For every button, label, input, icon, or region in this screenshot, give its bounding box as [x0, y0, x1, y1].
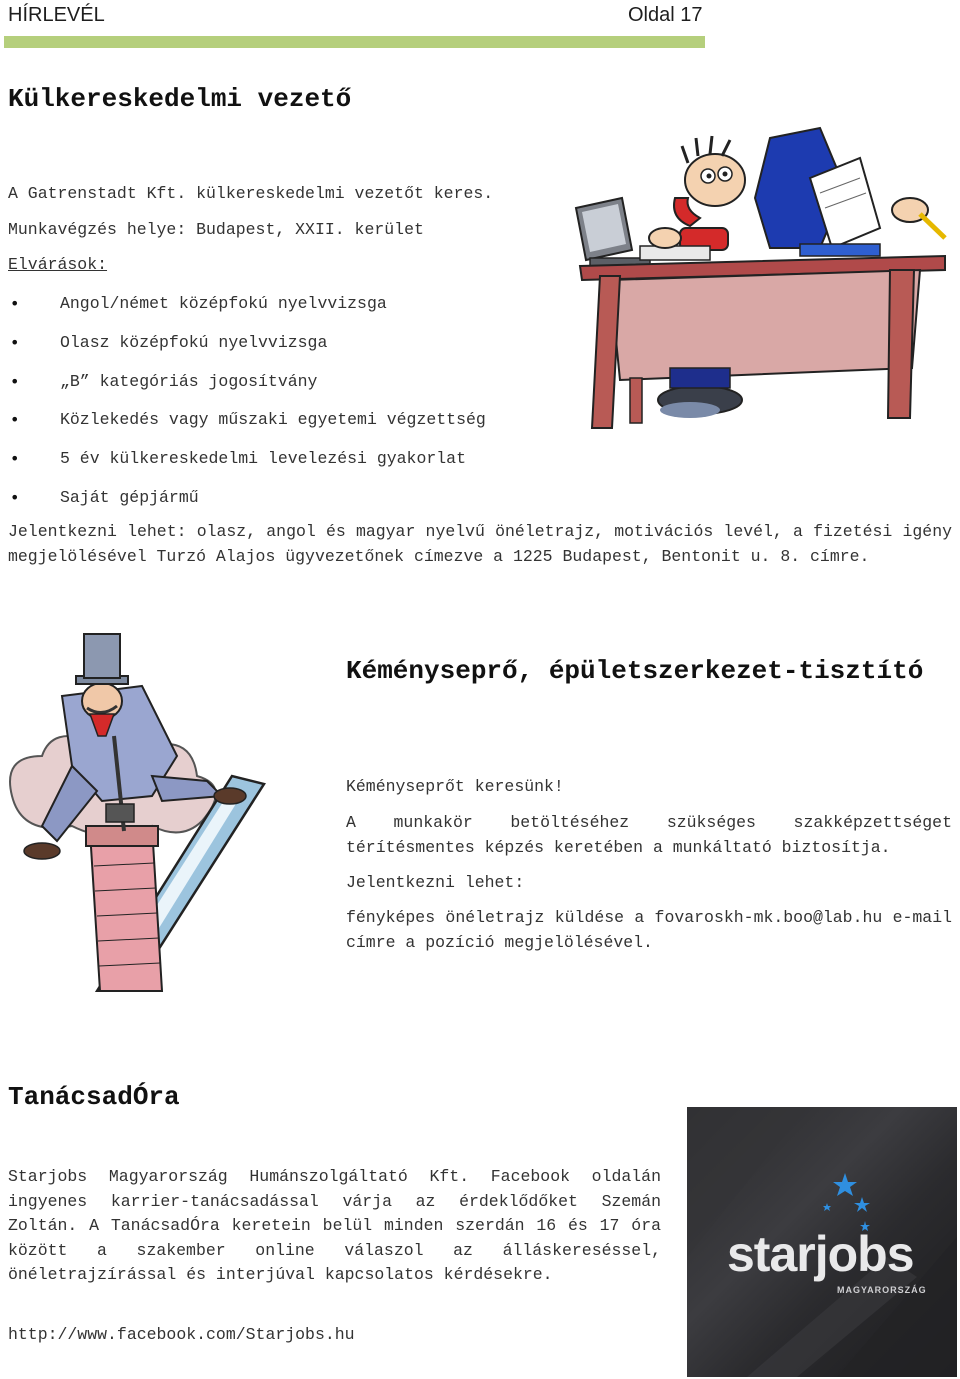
list-item: • Olasz középfokú nyelvvizsga: [8, 330, 486, 369]
chimney-sweep-clipart: [2, 626, 270, 992]
apply-instructions: fényképes önéletrajz küldése a fovaroskh-mk.boo@lab.hu e-mail címre a pozíció megjelölésével.: [346, 908, 952, 952]
section-title-tanacsadora: TanácsadÓra: [8, 1082, 180, 1112]
list-item: • Közlekedés vagy műszaki egyetemi végzettség: [8, 407, 486, 446]
page-number: Oldal 17: [628, 4, 703, 26]
section-title-foreign-trade-manager: Külkereskedelmi vezető: [8, 84, 352, 114]
list-item: • „B” kategóriás jogosítvány: [8, 369, 486, 408]
header-rule: [4, 36, 705, 48]
list-item: • 5 év külkereskedelmi levelezési gyakorlat: [8, 446, 486, 485]
job-intro: A Gatrenstadt Kft. külkereskedelmi vezetőt keres.: [8, 184, 494, 203]
newsletter-label: HÍRLEVÉL: [8, 4, 105, 26]
starjobs-subtitle: MAGYARORSZÁG: [837, 1285, 927, 1295]
facebook-link[interactable]: http://www.facebook.com/Starjobs.hu: [8, 1325, 355, 1344]
starjobs-wordmark: starjobs: [727, 1226, 914, 1282]
job-description: A munkakör betöltéséhez szükséges szakképzettséget térítésmentes képzés keretében a munkáltató biztosítja.: [346, 813, 952, 857]
apply-heading: Jelentkezni lehet:: [346, 873, 525, 892]
job-intro: Kéményseprőt keresünk!: [346, 777, 564, 796]
requirements-heading: Elvárások:: [8, 255, 108, 274]
section-body: Starjobs Magyarország Humánszolgáltató Kft. Facebook oldalán ingyenes karrier-tanácsadással várja az érdeklődőket Szemán Zoltán. A TanácsadÓra keretein belül minden szerdán 16 és 17 óra között a szakember online válaszol az álláskereséssel, önéletrajzírással és interjúval kapcsolatos kérdésekre.: [8, 1167, 661, 1284]
busy-office-worker-clipart: [570, 118, 955, 438]
starjobs-logo: [687, 1107, 957, 1377]
section-title-chimney-sweep: Kéményseprő, épületszerkezet-tisztító: [346, 656, 924, 686]
list-item: • Saját gépjármű: [8, 485, 486, 524]
application-text: Jelentkezni lehet: olasz, angol és magyar nyelvű önéletrajz, motivációs levél, a fizetési igény megjelölésével Turzó Alajos ügyvezetőnek címezve a 1225 Budapest, Bentonit u. 8. címre.: [8, 522, 952, 566]
requirements-list: [8, 291, 486, 524]
job-location: Munkavégzés helye: Budapest, XXII. kerület: [8, 220, 424, 239]
list-item: • Angol/német középfokú nyelvvizsga: [8, 291, 486, 330]
